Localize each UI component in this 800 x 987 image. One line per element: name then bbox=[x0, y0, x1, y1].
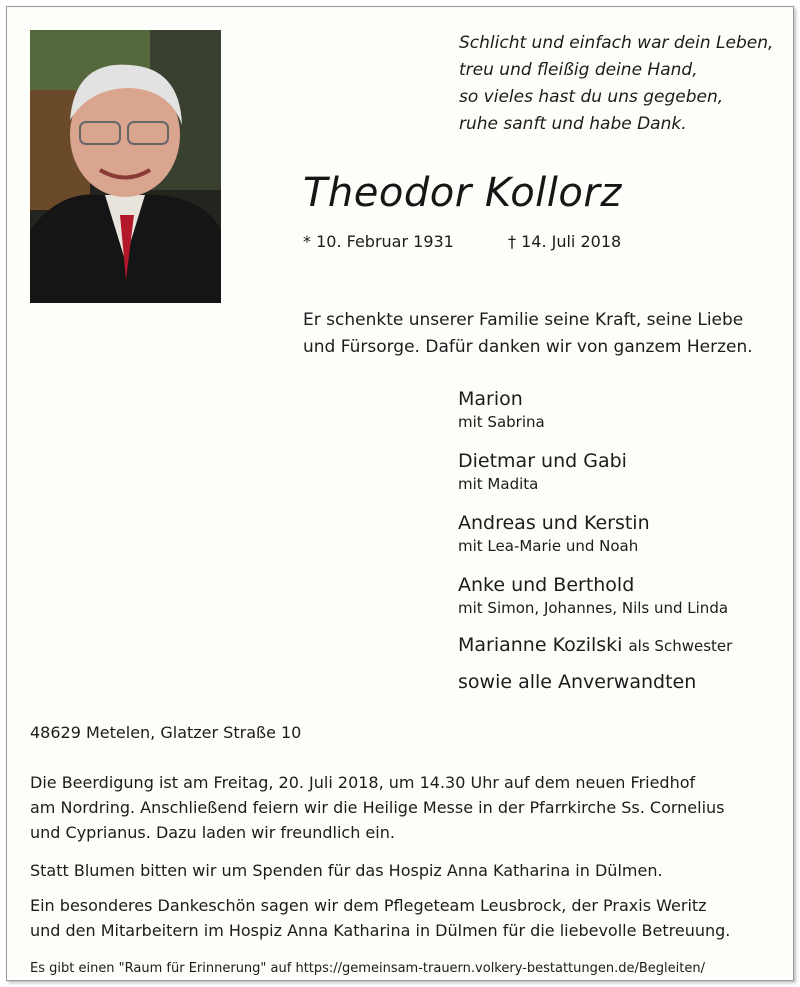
family-member-with: mit Lea-Marie und Noah bbox=[458, 537, 639, 555]
poem-line: Schlicht und einfach war dein Leben, bbox=[459, 33, 774, 53]
address: 48629 Metelen, Glatzer Straße 10 bbox=[30, 723, 302, 742]
gratitude-line: und den Mitarbeitern im Hospiz Anna Katharina in Dülmen für die liebevolle Betreuung. bbox=[30, 921, 731, 940]
relatives-line: sowie alle Anverwandten bbox=[458, 671, 697, 693]
poem-line: treu und fleißig deine Hand, bbox=[459, 60, 698, 80]
death-date: † 14. Juli 2018 bbox=[508, 232, 622, 251]
donation-request: Statt Blumen bitten wir um Spenden für das Hospiz Anna Katharina in Dülmen. bbox=[30, 861, 663, 880]
thanks-line: Er schenkte unserer Familie seine Kraft, seine Liebe bbox=[303, 310, 744, 330]
family-list bbox=[458, 386, 732, 695]
family-entry bbox=[458, 448, 732, 494]
funeral-notice bbox=[30, 770, 725, 845]
sister-name: Marianne Kozilski bbox=[458, 634, 623, 656]
sister-entry bbox=[458, 632, 732, 659]
thanks-line: und Fürsorge. Dafür danken wir von ganzem Herzen. bbox=[303, 337, 753, 357]
funeral-line: Die Beerdigung ist am Freitag, 20. Juli 2018, um 14.30 Uhr auf dem neuen Friedhof bbox=[30, 773, 696, 792]
family-member-with: mit Madita bbox=[458, 475, 539, 493]
portrait-illustration bbox=[30, 30, 221, 303]
funeral-line: am Nordring. Anschließend feiern wir die Heilige Messe in der Pfarrkirche Ss. Cornelius bbox=[30, 798, 725, 817]
poem-line: ruhe sanft und habe Dank. bbox=[459, 114, 687, 134]
family-member-with: mit Sabrina bbox=[458, 413, 545, 431]
memorial-link-text: Es gibt einen "Raum für Erinnerung" auf https://gemeinsam-trauern.volkery-bestattungen.de/Begleiten/ bbox=[30, 961, 705, 976]
birth-date: * 10. Februar 1931 bbox=[303, 232, 454, 251]
family-member-name: Dietmar und Gabi bbox=[458, 450, 627, 472]
family-member-name: Andreas und Kerstin bbox=[458, 512, 650, 534]
memorial-poem bbox=[459, 30, 789, 138]
gratitude-notice bbox=[30, 893, 730, 943]
funeral-line: und Cyprianus. Dazu laden wir freundlich ein. bbox=[30, 823, 395, 842]
gratitude-line: Ein besonderes Dankeschön sagen wir dem Pflegeteam Leusbrock, der Praxis Weritz bbox=[30, 896, 707, 915]
poem-line: so vieles hast du uns gegeben, bbox=[459, 87, 724, 107]
deceased-name: Theodor Kollorz bbox=[303, 170, 622, 216]
family-member-name: Marion bbox=[458, 388, 523, 410]
family-entry bbox=[458, 386, 732, 432]
family-member-with: mit Simon, Johannes, Nils und Linda bbox=[458, 599, 729, 617]
family-entry bbox=[458, 510, 732, 556]
family-thanks bbox=[303, 307, 753, 361]
family-member-name: Anke und Berthold bbox=[458, 574, 635, 596]
sister-role: als Schwester bbox=[628, 637, 733, 655]
portrait-photo bbox=[30, 30, 221, 303]
family-entry bbox=[458, 572, 732, 618]
